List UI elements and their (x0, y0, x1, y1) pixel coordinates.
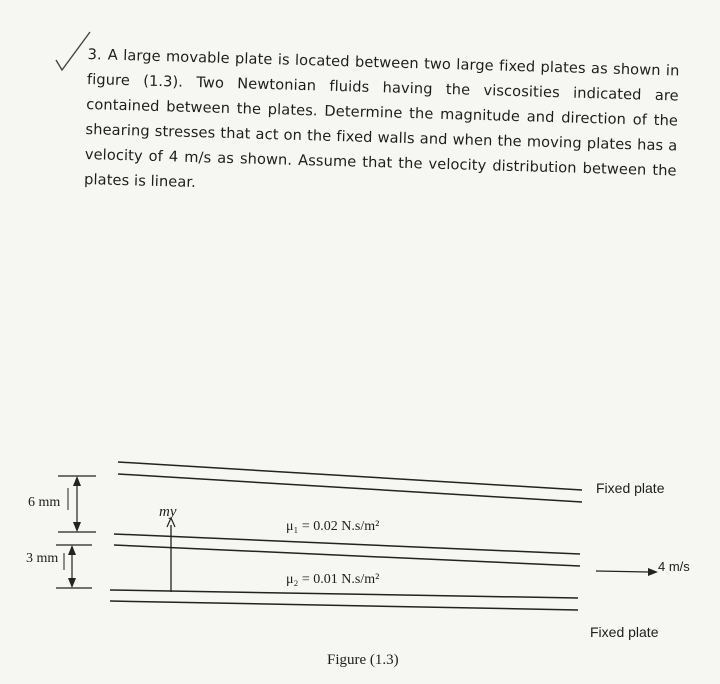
bottom-fixed-plate (110, 590, 578, 610)
handwritten-note: my (159, 504, 177, 520)
upper-gap-dimension (58, 476, 96, 532)
mu1-label: μ₁ = 0.02 N.s/m² (286, 519, 380, 534)
bottom-plate-label: Fixed plate (590, 624, 659, 640)
problem-text: A large movable plate is located between two large fixed plates as shown in figure (1.3). Two Newtonian fluids having the viscosities indicated are contained between the plates. Determine the magnitude and direction of the shearing stresses that act on the fixed walls and when the moving plates has a velocity of 4 m/s as shown. Assume that the velocity distribution between the plates is linear. (83, 46, 680, 192)
figure-caption: Figure (1.3) (327, 652, 399, 668)
velocity-arrow (596, 568, 658, 576)
handwritten-axis (167, 518, 175, 592)
upper-gap-label: 6 mm (28, 495, 61, 510)
lower-gap-dimension (56, 545, 92, 588)
problem-number: 3. (87, 45, 103, 64)
mu2-label: μ₂ = 0.01 N.s/m² (286, 572, 380, 587)
top-fixed-plate (118, 462, 582, 502)
velocity-label: 4 m/s (658, 559, 690, 574)
lower-gap-label: 3 mm (26, 551, 59, 566)
top-plate-label: Fixed plate (596, 480, 665, 496)
moving-plate (114, 534, 580, 566)
